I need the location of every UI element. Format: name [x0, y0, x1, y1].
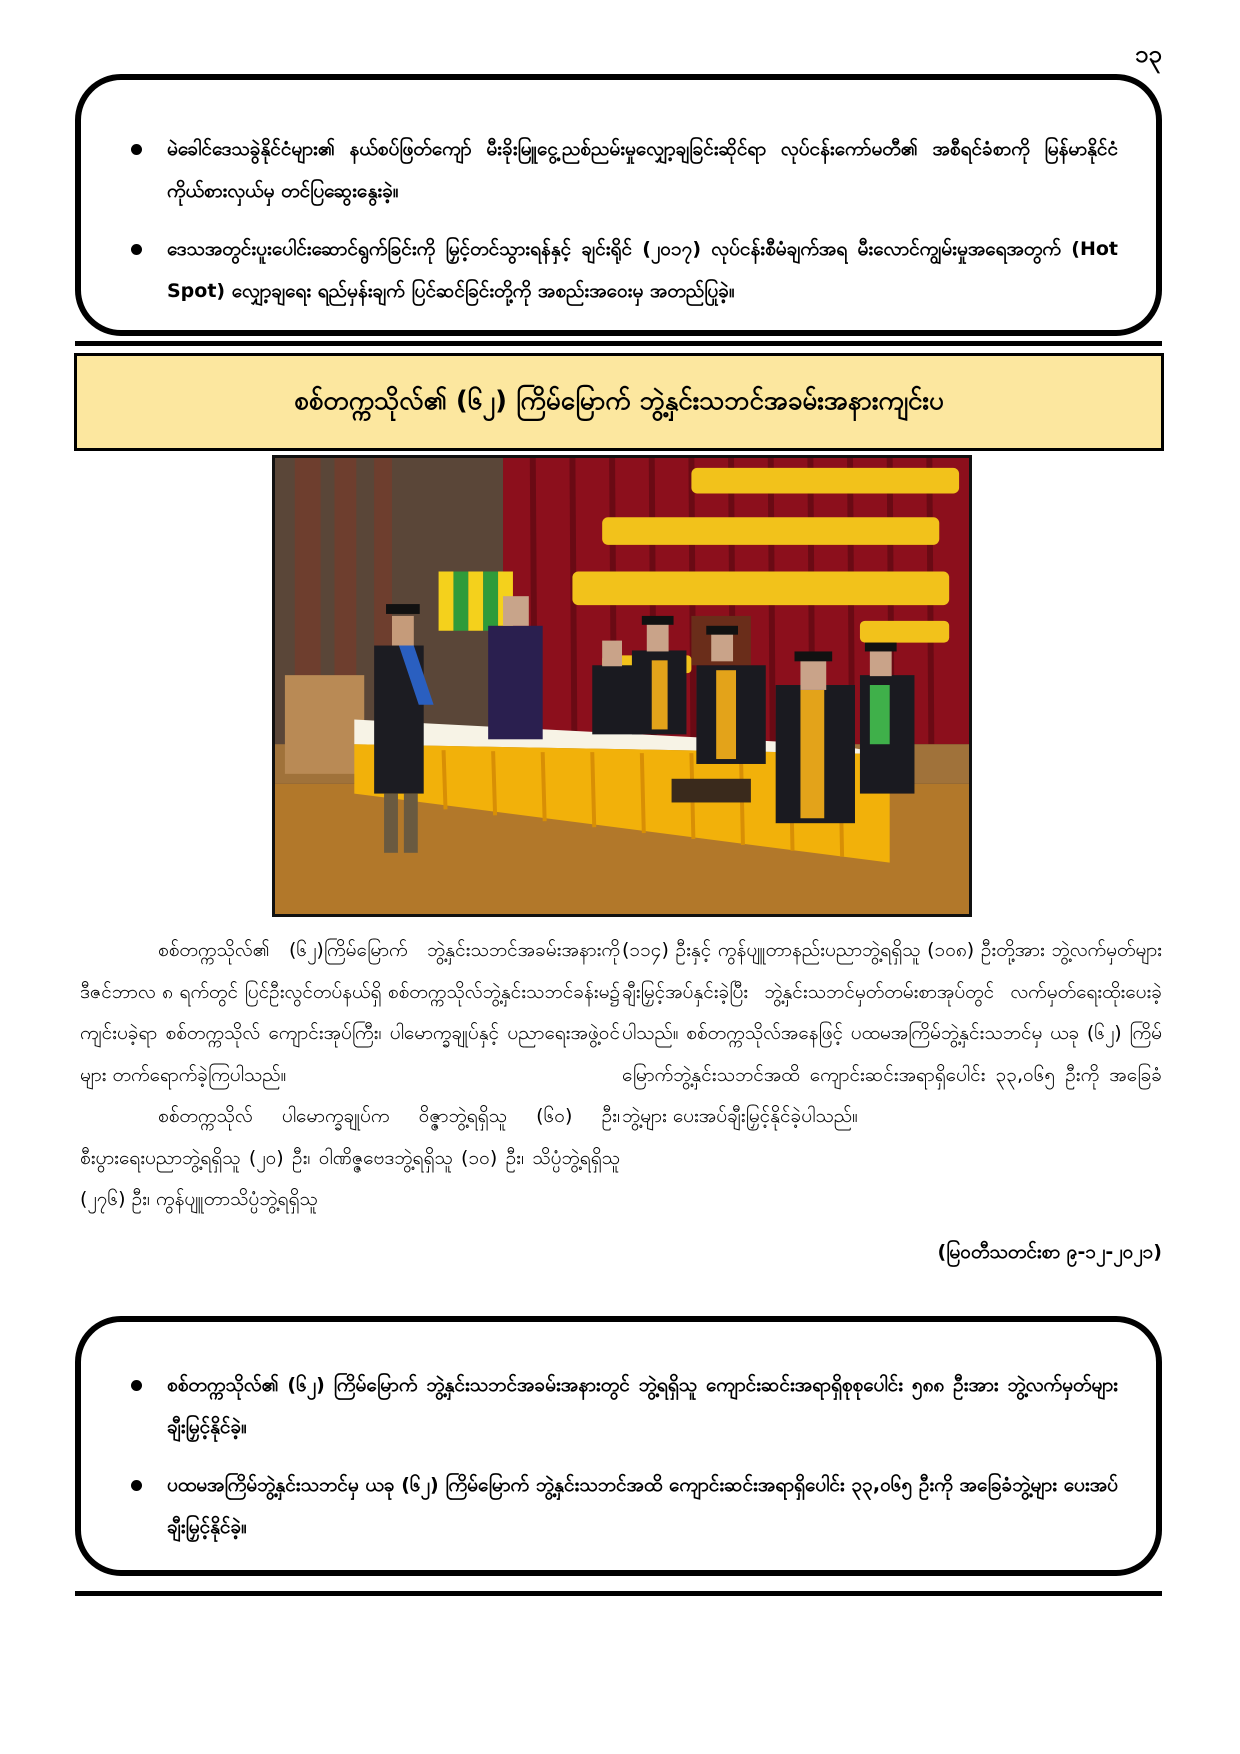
divider-rule	[75, 341, 1162, 346]
summary-item	[131, 1464, 1118, 1548]
article-source: (မြဝတီသတင်းစာ ၉-၁၂-၂၀၂၁)	[937, 1241, 1162, 1263]
bullet-icon	[131, 144, 142, 155]
article-paragraph: စစ်တက္ကသိုလ် ပါမောက္ခချုပ်က ဝိဇ္ဇာဘွဲ့ရရှိသူ (၆၀) ဦး၊ စီးပွားရေးပညာဘွဲ့ရရှိသူ (၂၀) ဦး၊ ဝါဏိဇ္ဇဗေဒဘွဲ့ရရှိသူ (၁၀) ဦး၊ သိပ္ပံဘွဲ့ရရှိသူ (၂၇၆) ဦး၊ ကွန်ပျူတာသိပ္ပံဘွဲ့ရရှိသူ	[80, 1105, 620, 1210]
article-title: စစ်တက္ကသိုလ်၏ (၆၂) ကြိမ်မြောက် ဘွဲ့နှင်းသဘင်အခမ်းအနားကျင်းပ	[74, 353, 1164, 451]
summary-list-bottom	[131, 1364, 1118, 1548]
article-paragraph: စစ်တက္ကသိုလ်၏ (၆၂)ကြိမ်မြောက် ဘွဲ့နှင်းသဘင်အခမ်းအနားကို ဒီဇင်ဘာလ ၈ ရက်တွင် ပြင်ဦးလွင်တပ်နယ်ရှိ စစ်တက္ကသိုလ်ဘွဲ့နှင်းသဘင်ခန်းမ၌ ကျင်းပခဲ့ရာ စစ်တက္ကသိုလ် ကျောင်းအုပ်ကြီး၊ ပါမောက္ခချုပ်နှင့် ပညာရေးအဖွဲ့ဝင်များ တက်ရောက်ခဲ့ကြပါသည်။	[80, 939, 620, 1086]
bullet-icon	[131, 1380, 142, 1391]
article-photo	[272, 455, 972, 917]
summary-item	[131, 228, 1118, 312]
summary-list-top	[131, 128, 1118, 312]
summary-box-bottom	[75, 1316, 1162, 1576]
divider-rule	[75, 1591, 1162, 1596]
bullet-icon	[131, 1480, 142, 1491]
summary-item-text: မဲခေါင်ဒေသခွဲနိုင်ငံများ၏ နယ်စပ်ဖြတ်ကျော် မီးခိုးမြူငွေ့ညစ်ညမ်းမှုလျှော့ချခြင်းဆိုင်ရာ လုပ်ငန်းကော်မတီ၏ အစီရင်ခံစာကို မြန်မာနိုင်ငံကိုယ်စားလှယ်မှ တင်ပြဆွေးနွေးခဲ့။	[167, 138, 1118, 202]
summary-item-text: ဒေသအတွင်းပူးပေါင်းဆောင်ရွက်ခြင်းကို မြှင့်တင်သွားရန်နှင့် ချင်းရိုင် (၂၀၁၇) လုပ်ငန်းစီမံချက်အရ မီးလောင်ကျွမ်းမှုအရေအတွက် (Hot Spot) လျှော့ချရေး ရည်မှန်းချက် ပြင်ဆင်ခြင်းတို့ကို အစည်းအဝေးမှ အတည်ပြုခဲ့။	[167, 238, 1118, 302]
summary-item	[131, 1364, 1118, 1448]
summary-item-text: ပထမအကြိမ်ဘွဲ့နှင်းသဘင်မှ ယခု (၆၂) ကြိမ်မြောက် ဘွဲ့နှင်းသဘင်အထိ ကျောင်းဆင်းအရာရှိပေါင်း ၃၃,၀၆၅ ဦးကို အခြေခံဘွဲ့များ ပေးအပ်ချီးမြှင့်နိုင်ခဲ့။	[167, 1474, 1118, 1538]
article-column-right	[622, 930, 1162, 1138]
summary-item	[131, 128, 1118, 212]
ceremony-photo-image	[275, 458, 969, 914]
article-paragraph: (၁၁၄) ဦးနှင့် ကွန်ပျူတာနည်းပညာဘွဲ့ရရှိသူ (၁၀၈) ဦးတို့အား ဘွဲ့လက်မှတ်များ ချီးမြှင့်အပ်နှင်းခဲ့ပြီး ဘွဲ့နှင်းသဘင်မှတ်တမ်းစာအုပ်တွင် လက်မှတ်ရေးထိုးပေးခဲ့ပါသည်။ စစ်တက္ကသိုလ်အနေဖြင့် ပထမအကြိမ်ဘွဲ့နှင်းသဘင်မှ ယခု (၆၂) ကြိမ် မြောက်ဘွဲ့နှင်းသဘင်အထိ ကျောင်းဆင်းအရာရှိပေါင်း ၃၃,၀၆၅ ဦးကို အခြေခံဘွဲ့များ ပေးအပ်ချီးမြှင့်နိုင်ခဲ့ပါသည်။	[622, 939, 1162, 1127]
summary-item-text: စစ်တက္ကသိုလ်၏ (၆၂) ကြိမ်မြောက် ဘွဲ့နှင်းသဘင်အခမ်းအနားတွင် ဘွဲ့ရရှိသူ ကျောင်းဆင်းအရာရှိစုစုပေါင်း ၅၈၈ ဦးအား ဘွဲ့လက်မှတ်များချီးမြှင့်နိုင်ခဲ့။	[167, 1374, 1118, 1438]
article-column-left	[80, 930, 620, 1221]
page-number: ၁၃	[1135, 40, 1162, 68]
bullet-icon	[131, 244, 142, 255]
summary-box-top	[75, 74, 1162, 336]
